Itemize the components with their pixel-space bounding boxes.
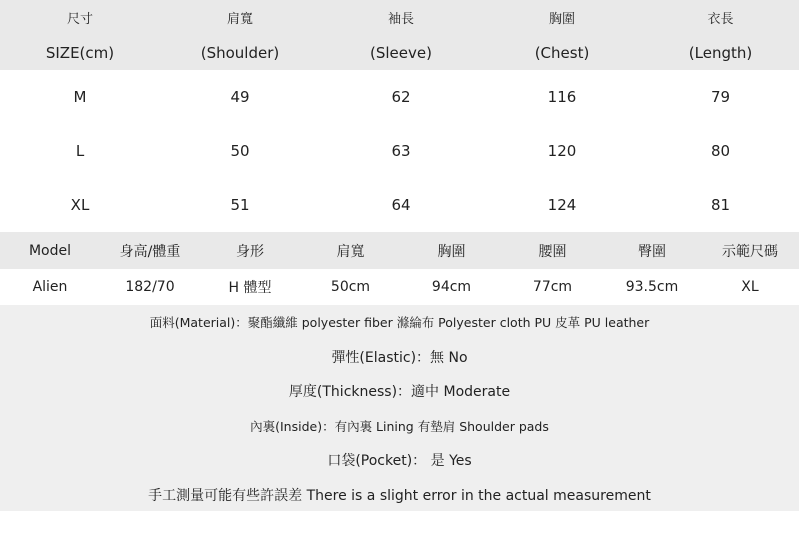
- header-chest-zh: 胸圍: [548, 12, 575, 27]
- header-waist: 腰圍: [538, 243, 567, 260]
- model-table-header: [0, 232, 799, 269]
- shoulder-value: 51: [230, 196, 250, 214]
- model-hip: 93.5cm: [625, 279, 679, 295]
- header-chest-en: (Chest): [534, 43, 590, 62]
- length-value: 80: [710, 142, 731, 160]
- sleeve-value: 62: [391, 88, 411, 106]
- header-demo-size: 示範尺碼: [722, 243, 778, 260]
- model-height-weight: 182/70: [125, 279, 175, 295]
- size-label: M: [73, 88, 87, 106]
- chest-value: 116: [547, 88, 577, 106]
- bottom-spacer: [0, 511, 799, 548]
- header-body-type: 身形: [236, 243, 264, 260]
- model-demo-size: XL: [741, 279, 759, 295]
- header-hip: 臀圍: [638, 243, 666, 260]
- note-material: 面料(Material)：聚酯纖維 polyester fiber 滌綸布 Polyester cloth PU 皮革 PU leather: [149, 315, 650, 331]
- model-row: [0, 269, 799, 305]
- size-row-xl: [0, 178, 799, 232]
- note-inside: 內裏(Inside)：有內裏 Lining 有墊肩 Shoulder pads: [250, 418, 549, 434]
- size-header-english-row: [0, 35, 799, 70]
- chest-value: 120: [547, 142, 577, 160]
- length-value: 79: [710, 88, 731, 106]
- length-value: 81: [710, 196, 731, 214]
- note-measurement-error: 手工測量可能有些許誤差 There is a slight error in the actual measurement: [148, 487, 651, 504]
- header-sleeve-en: (Sleeve): [370, 43, 432, 62]
- sleeve-value: 63: [391, 142, 411, 160]
- model-shoulder: 50cm: [330, 279, 371, 295]
- note-pocket: 口袋(Pocket)： 是 Yes: [327, 453, 472, 470]
- model-waist: 77cm: [532, 279, 573, 295]
- header-shoulder-zh: 肩寬: [226, 12, 253, 27]
- sleeve-value: 64: [391, 196, 411, 214]
- header-sleeve-zh: 袖長: [387, 12, 414, 27]
- header-model: Model: [28, 242, 72, 259]
- shoulder-value: 49: [230, 88, 250, 106]
- size-row-l: [0, 124, 799, 178]
- header-size-zh: 尺寸: [66, 12, 93, 27]
- size-label: XL: [70, 196, 90, 214]
- header-height-weight: 身高/體重: [119, 243, 181, 260]
- size-table-header: [0, 0, 799, 70]
- note-elastic: 彈性(Elastic)：無 No: [331, 349, 468, 366]
- model-name: Alien: [32, 279, 68, 295]
- note-thickness: 厚度(Thickness)：適中 Moderate: [288, 384, 511, 401]
- header-chest: 胸圍: [437, 243, 466, 260]
- header-shoulder: 肩寬: [336, 243, 365, 260]
- chest-value: 124: [547, 196, 577, 214]
- model-body-type: H 體型: [228, 280, 272, 296]
- product-notes: [0, 305, 799, 511]
- size-header-chinese-row: [0, 0, 799, 35]
- header-size-en: SIZE(cm): [45, 43, 115, 62]
- model-chest: 94cm: [431, 279, 472, 295]
- shoulder-value: 50: [230, 142, 250, 160]
- header-length-en: (Length): [688, 43, 753, 62]
- size-label: L: [75, 142, 85, 160]
- header-length-zh: 衣長: [707, 12, 734, 27]
- header-shoulder-en: (Shoulder): [200, 43, 280, 62]
- size-row-m: [0, 70, 799, 124]
